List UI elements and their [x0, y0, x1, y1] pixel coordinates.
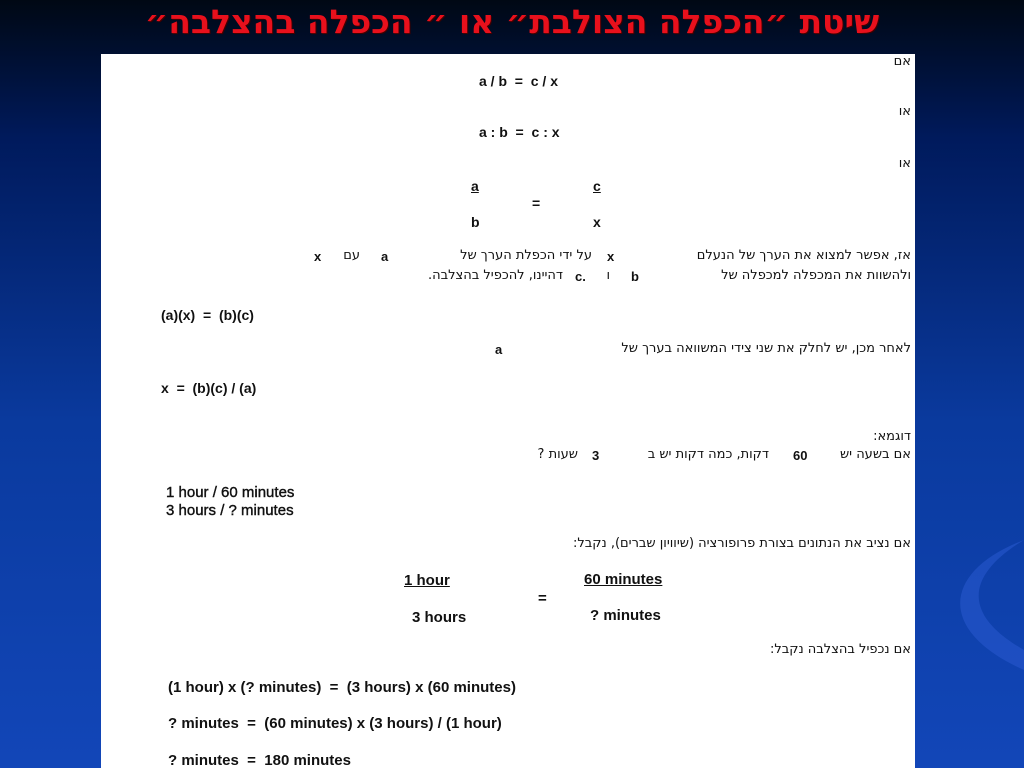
explanation-line-2: ולהשוות את המכפלה למכפלה של [721, 268, 911, 283]
ratio-line-1: 1 hour / 60 minutes [166, 484, 295, 501]
explanation-var-c: c. [575, 269, 586, 284]
example-question-1: אם בשעה יש [839, 447, 911, 462]
divide-var-a: a [495, 342, 503, 357]
result-line-1: (1 hour) x (? minutes) = (3 hours) x (60 minutes) [168, 679, 516, 696]
heb-or-label-2: או [898, 156, 911, 171]
example-label: דוגמא: [873, 429, 911, 444]
result-line-2: ? minutes = (60 minutes) x (3 hours) / (1 hour) [168, 715, 502, 732]
equation-solve-x: x = (b)(c) / (a) [161, 380, 257, 396]
explanation-meaning: דהיינו, להכפיל בהצלבה. [428, 268, 563, 283]
explanation-line-1: אז, אפשר למצוא את הערך של הנעלם [696, 248, 911, 263]
equation-colon: a : b = c : x [479, 124, 560, 140]
example-question-3: שעות ? [537, 447, 578, 462]
divide-instruction: לאחר מכן, יש לחלק את שני צידי המשוואה בערך של [621, 341, 911, 356]
proportion-text: אם נציב את הנתונים בצורת פרופורציה (שיוויון שברים), נקבל: [572, 536, 911, 551]
example-question-2: דקות, כמה דקות יש ב [647, 447, 769, 462]
scanned-document [101, 54, 915, 768]
explanation-var-b: b [631, 269, 639, 284]
explanation-by-value: על ידי הכפלת הערך של [460, 248, 592, 263]
ratio-line-2: 3 hours / ? minutes [166, 502, 294, 519]
fraction-a: a [471, 178, 479, 194]
example-num-3: 3 [592, 448, 600, 463]
explanation-and: ו [606, 268, 610, 283]
heb-or-label: או [898, 104, 911, 119]
fraction-b: b [471, 214, 480, 230]
slide-title: שיטת ״הכפלה הצולבת״ או ״ הכפלה בהצלבה״ [144, 2, 880, 41]
fraction2-num-right: 60 minutes [584, 571, 663, 588]
result-line-3: ? minutes = 180 minutes [168, 752, 351, 768]
explanation-with: עם [343, 248, 360, 263]
explanation-var-x-2: x [314, 249, 322, 264]
explanation-var-x: x [607, 249, 615, 264]
fraction2-num-left: 1 hour [404, 572, 450, 589]
heb-if-label: אם [893, 54, 911, 69]
fraction-x: x [593, 214, 601, 230]
equation-slash: a / b = c / x [479, 73, 558, 89]
fraction-equals: = [532, 195, 541, 211]
explanation-var-a: a [381, 249, 389, 264]
fraction-c: c [593, 178, 601, 194]
fraction2-den-right: ? minutes [590, 607, 661, 624]
equation-product: (a)(x) = (b)(c) [161, 307, 254, 323]
decorative-swoosh [914, 540, 1024, 670]
fraction2-equals: = [538, 590, 547, 607]
fraction2-den-left: 3 hours [412, 609, 467, 626]
example-num-60: 60 [793, 448, 808, 463]
cross-multiply-text: אם נכפיל בהצלבה נקבל: [769, 642, 911, 657]
